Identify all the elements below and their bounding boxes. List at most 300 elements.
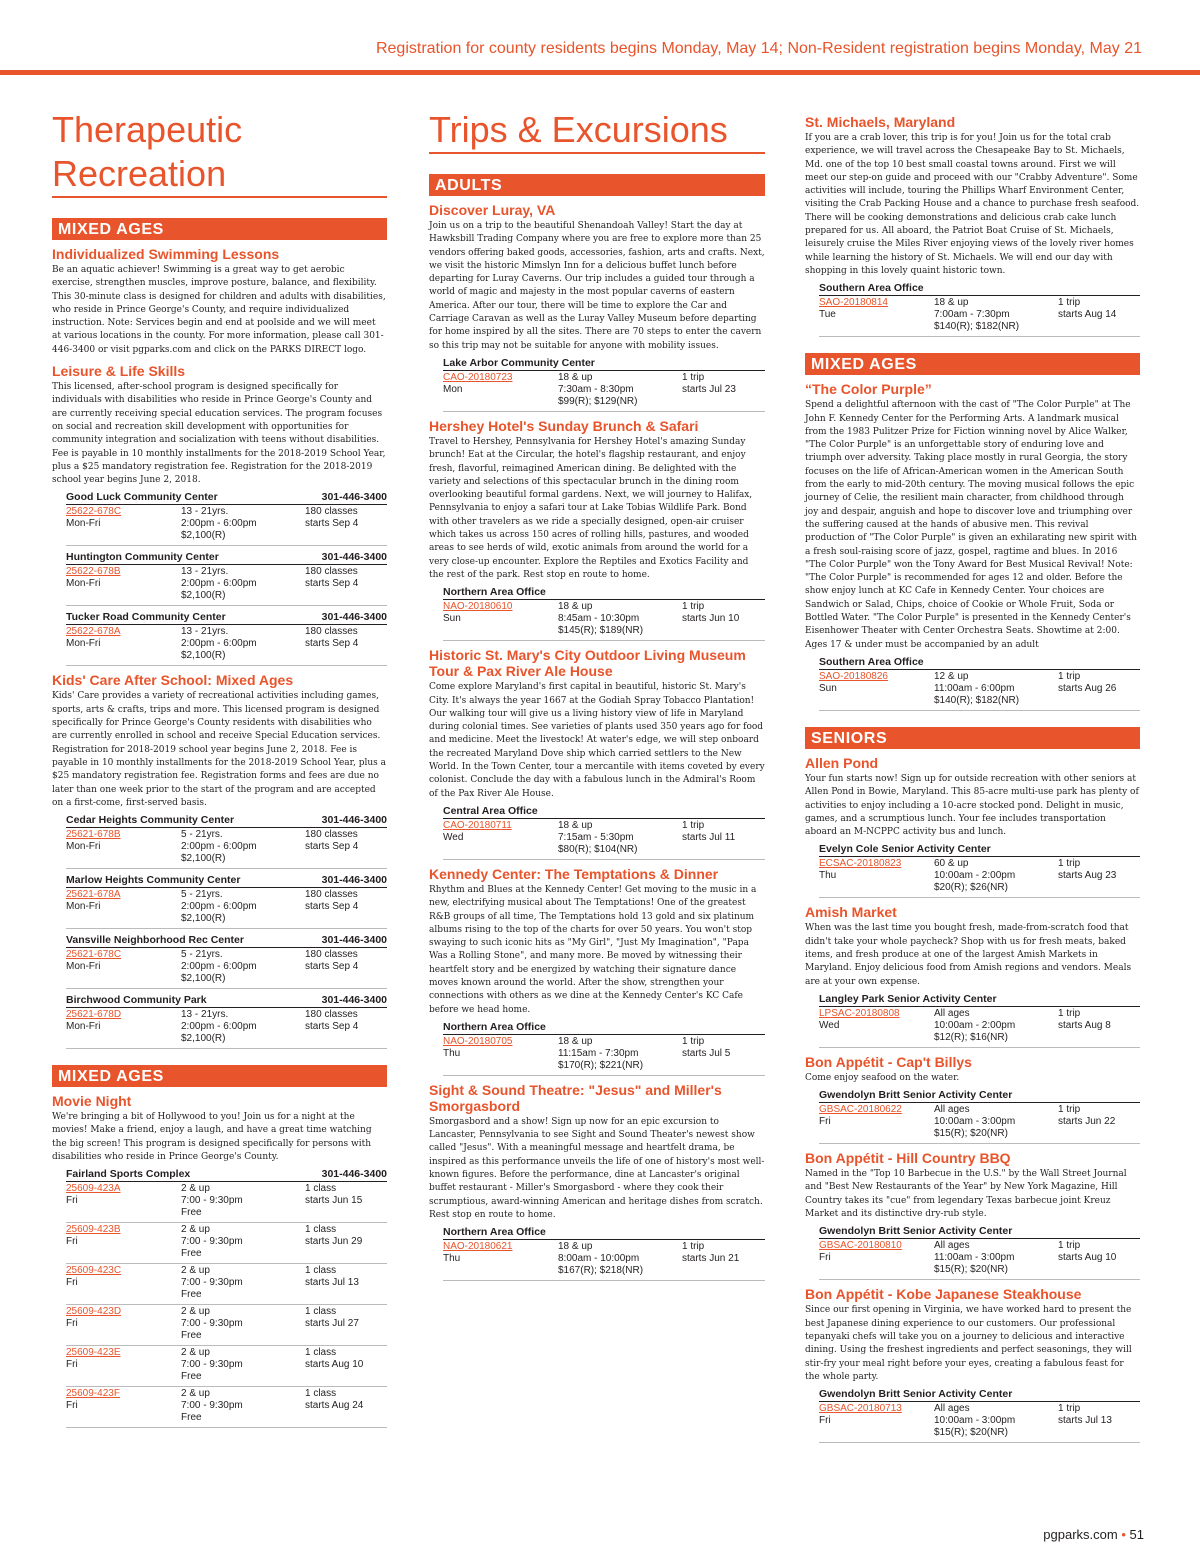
schedule-row bbox=[66, 565, 387, 606]
course-ages: 13 - 21yrs. bbox=[181, 566, 229, 578]
course-details bbox=[934, 1104, 1058, 1140]
course-time: 7:00 - 9:30pm bbox=[181, 1318, 243, 1330]
program-description: Come explore Maryland's first capital in beautiful, historic St. Mary's City. It's always the year 1667 at the Godiah Spray Tobacco Plantation! Our walking tour will give us a living history view of life in Maryland during colonial times. See varieties of plants used 350 years ago for food and medicine. Meet the livestock! At water's edge, we will step onboard the recreated Maryland Dove ship which carried settlers to the New World. In the Town Center, tour a mercantile with items coveted by every colonist. Conclude the day with a fabulous lunch in the Admiral's Room of the Pax River Ale House. bbox=[429, 682, 765, 799]
course-count: 1 trip bbox=[1058, 670, 1081, 682]
course-session bbox=[1058, 1403, 1140, 1439]
schedule-row bbox=[819, 1402, 1140, 1443]
course-details bbox=[558, 1036, 682, 1072]
course-ages: All ages bbox=[934, 1104, 970, 1116]
course-code-link[interactable]: 25609-423E bbox=[66, 1347, 121, 1359]
course-fee: Free bbox=[181, 1248, 202, 1260]
course-info bbox=[443, 820, 558, 856]
page-footer bbox=[1043, 1527, 1144, 1542]
course-session bbox=[305, 1183, 387, 1219]
course-info bbox=[66, 1347, 181, 1383]
course-fee: $170(R); $221(NR) bbox=[558, 1059, 644, 1071]
course-details bbox=[181, 1009, 305, 1045]
location-header bbox=[819, 1222, 1140, 1239]
schedule-row bbox=[443, 371, 765, 412]
schedule-row bbox=[66, 1264, 387, 1305]
footer-separator: • bbox=[1121, 1527, 1126, 1542]
course-info bbox=[66, 1224, 181, 1260]
course-session bbox=[305, 626, 387, 662]
schedule-row bbox=[66, 1182, 387, 1223]
course-ages: 5 - 21yrs. bbox=[181, 889, 223, 901]
course-time: 10:00am - 3:00pm bbox=[934, 1415, 1016, 1427]
course-info bbox=[819, 297, 934, 333]
course-fee: $2,100(R) bbox=[181, 1033, 226, 1045]
schedule-row bbox=[66, 505, 387, 546]
course-fee: $2,100(R) bbox=[181, 650, 226, 662]
course-session bbox=[305, 1224, 387, 1260]
course-ages: All ages bbox=[934, 1240, 970, 1252]
program-description: Smorgasbord and a show! Sign up now for an epic excursion to Lancaster, Pennsylvania to see Sight and Sound Theater's newest show called "Jesus". With a meaningful message and heartfelt drama, be inspired as this performance unveils the life of one of history's most well-known figures. Before the performance, dine at Lancaster's original buffet restaurant - Miller's Smorgasbord - where they cook their scrumptious, award-winning American and heritage dishes from scratch. Rest stop en route to home. bbox=[429, 1116, 765, 1220]
course-session bbox=[1058, 1240, 1140, 1276]
location-block bbox=[443, 354, 765, 412]
course-code-link[interactable]: SAO-20180814 bbox=[819, 297, 888, 309]
location-phone: 301-446-3400 bbox=[321, 934, 387, 947]
course-time: 10:00am - 2:00pm bbox=[934, 870, 1016, 882]
course-fee: $140(R); $182(NR) bbox=[934, 694, 1020, 706]
location-name: Cedar Heights Community Center bbox=[66, 814, 235, 827]
course-details bbox=[934, 671, 1058, 707]
course-days: Fri bbox=[66, 1318, 78, 1330]
location-block bbox=[819, 990, 1140, 1048]
course-details bbox=[181, 1224, 305, 1260]
course-start: starts Aug 24 bbox=[305, 1400, 364, 1412]
location-phone: 301-446-3400 bbox=[321, 874, 387, 887]
course-days: Thu bbox=[443, 1047, 461, 1059]
course-session bbox=[305, 1009, 387, 1045]
location-block bbox=[443, 1018, 765, 1076]
course-details bbox=[558, 1241, 682, 1277]
course-code-link[interactable]: GBSAC-20180810 bbox=[819, 1240, 902, 1252]
course-count: 1 trip bbox=[1058, 1104, 1081, 1116]
course-start: starts Aug 10 bbox=[305, 1359, 364, 1371]
course-start: starts Sep 4 bbox=[305, 1021, 359, 1033]
schedule-row bbox=[819, 296, 1140, 337]
program-description: Join us on a trip to the beautiful Shenandoah Valley! Start the day at Hawksbill Trading Company where you are free to explore more than 25 vendors offering baked goods, accessories, fashion, arts and crafts. Next, we visit the historic Mimslyn Inn for a delicious buffet lunch before departing for Luray Caverns. Our trip includes a guided tour through a world of magic and majesty in the most popular caverns of eastern America. After our tour, there will be time to explore the Car and Carriage Caravan as well as the Luray Valley Museum before departing for home inspired by all the sites. There are 70 steps to enter the cavern so this trip may not be suitable for anyone with mobility issues. bbox=[429, 221, 765, 351]
location-block bbox=[819, 1385, 1140, 1443]
course-ages: 12 & up bbox=[934, 670, 969, 682]
course-session bbox=[682, 601, 765, 637]
course-ages: 13 - 21yrs. bbox=[181, 626, 229, 638]
course-start: starts Aug 8 bbox=[1058, 1019, 1111, 1031]
course-time: 7:00 - 9:30pm bbox=[181, 1359, 243, 1371]
course-fee: $15(R); $20(NR) bbox=[934, 1128, 1008, 1140]
location-phone: 301-446-3400 bbox=[321, 994, 387, 1007]
course-session bbox=[682, 820, 765, 856]
category-banner: SENIORS bbox=[805, 727, 1140, 749]
program-title: Amish Market bbox=[805, 904, 897, 921]
course-time: 2:00pm - 6:00pm bbox=[181, 901, 257, 913]
course-time: 10:00am - 3:00pm bbox=[934, 1116, 1016, 1128]
course-days: Fri bbox=[66, 1277, 78, 1289]
course-ages: 60 & up bbox=[934, 858, 969, 870]
course-fee: $2,100(R) bbox=[181, 853, 226, 865]
program-title: Individualized Swimming Lessons bbox=[52, 246, 280, 262]
location-block bbox=[66, 811, 387, 869]
course-count: 1 class bbox=[305, 1265, 337, 1277]
course-time: 2:00pm - 6:00pm bbox=[181, 1021, 257, 1033]
course-details bbox=[934, 1403, 1058, 1439]
program-description: We're bringing a bit of Hollywood to you! Join us for a night at the movies! Make a friend, enjoy a laugh, and have a great time watching the big screen! This program is designed specifically for persons with disabilities who reside in Prince George's County. bbox=[52, 1112, 372, 1163]
course-code-link[interactable]: SAO-20180826 bbox=[819, 670, 888, 682]
course-count: 180 classes bbox=[305, 566, 358, 578]
location-block bbox=[66, 991, 387, 1049]
course-ages: 13 - 21yrs. bbox=[181, 1009, 229, 1021]
course-count: 1 class bbox=[305, 1306, 337, 1318]
course-fee: $12(R); $16(NR) bbox=[934, 1031, 1008, 1043]
course-info bbox=[819, 858, 934, 894]
course-details bbox=[181, 506, 305, 542]
course-session bbox=[305, 889, 387, 925]
course-count: 1 trip bbox=[1058, 1007, 1081, 1019]
program-title: Hershey Hotel's Sunday Brunch & Safari bbox=[429, 417, 699, 434]
course-code-link[interactable]: CAO-20180723 bbox=[443, 371, 513, 383]
course-fee: $167(R); $218(NR) bbox=[558, 1265, 644, 1277]
course-days: Mon-Fri bbox=[66, 638, 101, 650]
course-fee: $2,100(R) bbox=[181, 913, 226, 925]
course-details bbox=[558, 820, 682, 856]
course-days: Fri bbox=[819, 1252, 831, 1264]
course-start: starts Aug 14 bbox=[1058, 309, 1117, 321]
schedule-row bbox=[66, 1346, 387, 1387]
course-start: starts Sep 4 bbox=[305, 578, 359, 590]
page-number: 51 bbox=[1129, 1527, 1144, 1542]
course-code-link[interactable]: 25622-678C bbox=[66, 506, 122, 518]
course-info bbox=[819, 1403, 934, 1439]
course-count: 1 trip bbox=[682, 819, 705, 831]
course-count: 180 classes bbox=[305, 829, 358, 841]
location-block bbox=[66, 548, 387, 606]
section-title: Trips & Excursions bbox=[429, 108, 765, 154]
course-start: starts Jun 29 bbox=[305, 1236, 363, 1248]
location-phone: 301-446-3400 bbox=[321, 491, 387, 504]
course-count: 180 classes bbox=[305, 626, 358, 638]
location-block bbox=[443, 802, 765, 860]
location-block bbox=[66, 608, 387, 666]
course-days: Fri bbox=[819, 1116, 831, 1128]
course-start: starts Jun 22 bbox=[1058, 1116, 1116, 1128]
course-ages: 18 & up bbox=[558, 1241, 593, 1253]
program-title: Kids' Care After School: Mixed Ages bbox=[52, 672, 294, 689]
course-days: Thu bbox=[443, 1253, 461, 1265]
course-code-link[interactable]: 25609-423D bbox=[66, 1306, 122, 1318]
course-code-link[interactable]: 25609-423B bbox=[66, 1224, 121, 1236]
course-time: 2:00pm - 6:00pm bbox=[181, 961, 257, 973]
program-description: Your fun starts now! Sign up for outside recreation with other seniors at Allen Pond in Bowie, Maryland. This 85-acre multi-use park has plenty of activities to enjoy including a 10-acre stocked pond. Delight in music, games, and a scrumptious lunch. Your fee includes transportation aboard an M-NCPPC activity bus and lunch. bbox=[805, 773, 1139, 838]
course-start: starts Jul 13 bbox=[1058, 1415, 1112, 1427]
course-start: starts Sep 4 bbox=[305, 961, 359, 973]
course-time: 7:00 - 9:30pm bbox=[181, 1277, 243, 1289]
course-start: starts Aug 10 bbox=[1058, 1252, 1117, 1264]
course-session bbox=[305, 949, 387, 985]
course-code-link[interactable]: ECSAC-20180823 bbox=[819, 858, 902, 870]
course-code-link[interactable]: GBSAC-20180622 bbox=[819, 1104, 902, 1116]
location-name: Gwendolyn Britt Senior Activity Center bbox=[819, 1089, 1013, 1102]
course-days: Sun bbox=[443, 613, 461, 625]
course-info bbox=[443, 601, 558, 637]
course-count: 1 trip bbox=[1058, 858, 1081, 870]
schedule-row bbox=[66, 1223, 387, 1264]
category-banner: ADULTS bbox=[429, 174, 765, 196]
column-trips-excursions bbox=[429, 108, 765, 1283]
course-session bbox=[305, 829, 387, 865]
course-days: Mon-Fri bbox=[66, 578, 101, 590]
course-time: 8:00am - 10:00pm bbox=[558, 1253, 640, 1265]
course-days: Fri bbox=[66, 1359, 78, 1371]
course-time: 11:00am - 6:00pm bbox=[934, 682, 1015, 694]
schedule-row bbox=[819, 1103, 1140, 1144]
program-title: Bon Appétit - Hill Country BBQ bbox=[805, 1150, 1011, 1167]
location-header bbox=[819, 840, 1140, 857]
course-code-link[interactable]: 25622-678B bbox=[66, 566, 121, 578]
course-time: 7:00 - 9:30pm bbox=[181, 1236, 243, 1248]
course-time: 7:30am - 8:30pm bbox=[558, 383, 634, 395]
schedule-row bbox=[66, 888, 387, 929]
course-info bbox=[819, 1240, 934, 1276]
program-description: Travel to Hershey, Pennsylvania for Hershey Hotel's amazing Sunday brunch! Eat at the Circular, the hotel's flagship restaurant, and enjoy fresh, flavorful, reimagined American dining. Be delighted with the variety and selections of this spectacular brunch in the dining room overlooking beautiful formal gardens. Next, we will journey to Halifax, Pennsylvania to enjoy a safari tour at Lake Tobias Wildlife Park. Bond with other travelers as we ride a specially designed, open-air cruiser which takes us across 150 acres of rolling hills, pastures, and wooded areas to see herds of wild, exotic animals from around the world for a very close-up encounter. Explore the Reptiles and Exotics Facility and the rest of the park. Rest stop en route to home. bbox=[429, 436, 753, 580]
program-description: This licensed, after-school program is designed specifically for individuals with disabilities who reside in Prince George's County and are currently receiving special education services. The program focuses on social and recreation skill development with opportunities for community integration and socialization with teens without disabilities. Fee is payable in 10 monthly installments for the 2018-2019 School Year, plus a $25 mandatory registration fee. Registration for the 2018-2019 school year begins June 2, 2018. bbox=[52, 382, 386, 486]
course-fee: $99(R); $129(NR) bbox=[558, 395, 638, 407]
location-header bbox=[66, 871, 387, 888]
course-time: 2:00pm - 6:00pm bbox=[181, 841, 257, 853]
location-name: Good Luck Community Center bbox=[66, 491, 218, 504]
course-start: starts Jul 13 bbox=[305, 1277, 359, 1289]
schedule-row bbox=[66, 828, 387, 869]
course-code-link[interactable]: 25621-678B bbox=[66, 829, 121, 841]
location-header bbox=[443, 354, 765, 371]
category-banner: MIXED AGES bbox=[52, 1065, 387, 1087]
course-details bbox=[181, 1388, 305, 1424]
course-info bbox=[66, 1306, 181, 1342]
course-code-link[interactable]: CAO-20180711 bbox=[443, 819, 512, 831]
location-name: Fairland Sports Complex bbox=[66, 1168, 191, 1181]
location-name: Marlow Heights Community Center bbox=[66, 874, 241, 887]
course-count: 180 classes bbox=[305, 506, 358, 518]
course-count: 1 trip bbox=[1058, 1403, 1081, 1415]
course-details bbox=[558, 601, 682, 637]
course-days: Tue bbox=[819, 309, 836, 321]
course-details bbox=[558, 372, 682, 408]
course-details bbox=[181, 949, 305, 985]
course-days: Sun bbox=[819, 682, 837, 694]
category-banner: MIXED AGES bbox=[805, 353, 1140, 375]
course-ages: 18 & up bbox=[934, 297, 969, 309]
course-fee: $140(R); $182(NR) bbox=[934, 321, 1020, 333]
program-title: “The Color Purple” bbox=[805, 381, 932, 398]
program-title: Kennedy Center: The Temptations & Dinner bbox=[429, 865, 719, 882]
course-info bbox=[66, 506, 181, 542]
course-code-link[interactable]: 25609-423A bbox=[66, 1183, 121, 1195]
location-header bbox=[443, 1018, 765, 1035]
section-title: Therapeutic Recreation bbox=[52, 108, 387, 198]
course-count: 1 trip bbox=[682, 1035, 705, 1047]
course-code-link[interactable]: 25621-678C bbox=[66, 949, 122, 961]
course-time: 2:00pm - 6:00pm bbox=[181, 638, 257, 650]
course-ages: 13 - 21yrs. bbox=[181, 506, 229, 518]
program-description: Rhythm and Blues at the Kennedy Center! Get moving to the music in a new, electrifying musical about The Temptations! One of the greatest R&B groups of all time, The Temptations hold 13 gold and six platinum albums rising to the top of the charts for over 50 years. You won't stop swaying to such iconic hits as "My Girl", "Just My Imagination", "Papa Was a Rolling Stone", and many more. Be moved by witnessing their heartfelt story and be energized by watching their signature dance moves known around the world. After the show, strengthen your connections with others as we dine at the Kennedy Center's KC Cafe before we head home. bbox=[429, 884, 757, 1015]
course-details bbox=[181, 829, 305, 865]
course-code-link[interactable]: NAO-20180610 bbox=[443, 601, 513, 613]
course-time: 8:45am - 10:30pm bbox=[558, 613, 640, 625]
course-days: Mon-Fri bbox=[66, 901, 101, 913]
program-description: Spend a delightful afternoon with the cast of "The Color Purple" at The John F. Kennedy Center for the Performing Arts. A landmark musical from the 1983 Pulitzer Prize for Fiction winning novel by Alice Walker, "The Color Purple" is an unforgettable story of enduring love and triumph over adversity. Taking place mostly in rural Georgia, the story focuses on the life of African-American women in the American South from the early to mid-20th century. The moving musical follows the epic journey of Celie, the resilient main character, from childhood through joy and despair, anguish and hope to discover love and triumphing over the suffering caused at the hands of abusive men. This revival production of "The Color Purple" is given an exhilarating new spirit with a fresh soul-raising score of jazz, gospel, ragtime and blues. In 2016 "The Color Purple" won the Tony Award for Best Musical Revival! Note: "The Color Purple" is recommended for ages 12 and older. Before the show enjoy lunch at KC Cafe in Kennedy Center. Your choices are Sandwich or Salad, Chips, choice of Cookie or Whole Fruit, Soda or Bottled Water. "The Color Purple" is presented in the Kennedy Center's Eisenhower Theater with Center Orchestra Seats. Showtime at 2:00. Ages 17 & under must be accompanied by an adult bbox=[805, 400, 1137, 650]
course-ages: 2 & up bbox=[181, 1183, 210, 1195]
location-header bbox=[66, 608, 387, 625]
location-header bbox=[819, 990, 1140, 1007]
location-block bbox=[443, 583, 765, 641]
course-fee: Free bbox=[181, 1289, 202, 1301]
program-title: Leisure & Life Skills bbox=[52, 363, 186, 380]
course-fee: $2,100(R) bbox=[181, 973, 226, 985]
course-start: starts Sep 4 bbox=[305, 518, 359, 530]
course-time: 7:00 - 9:30pm bbox=[181, 1195, 243, 1207]
course-session bbox=[682, 372, 765, 408]
location-name: Southern Area Office bbox=[819, 282, 924, 295]
course-details bbox=[934, 1240, 1058, 1276]
course-count: 1 trip bbox=[682, 1241, 705, 1253]
program-description: Since our first opening in Virginia, we have worked hard to present the best Japanese dining experience to our customers. Our professional tepanyaki chefs will take you on a journey to delicious and interactive dining. Using the freshest ingredients and perfect seasonings, they will stir-fry your meal right before your eyes, creating a fabulous feast for the whole party. bbox=[805, 1305, 1132, 1382]
location-header bbox=[66, 811, 387, 828]
course-count: 1 trip bbox=[1058, 297, 1081, 309]
schedule-row bbox=[819, 1239, 1140, 1280]
course-start: starts Aug 26 bbox=[1058, 682, 1117, 694]
course-count: 1 trip bbox=[1058, 1240, 1081, 1252]
location-name: Gwendolyn Britt Senior Activity Center bbox=[819, 1388, 1013, 1401]
course-ages: 2 & up bbox=[181, 1224, 210, 1236]
course-session bbox=[305, 1265, 387, 1301]
schedule-row bbox=[443, 819, 765, 860]
location-phone: 301-446-3400 bbox=[321, 551, 387, 564]
course-ages: All ages bbox=[934, 1403, 970, 1415]
location-block bbox=[66, 871, 387, 929]
footer-site-link[interactable]: pgparks.com bbox=[1043, 1527, 1118, 1542]
course-info bbox=[66, 1183, 181, 1219]
course-ages: 18 & up bbox=[558, 1035, 593, 1047]
course-info bbox=[66, 1388, 181, 1424]
course-time: 11:15am - 7:30pm bbox=[558, 1047, 639, 1059]
program-title: Bon Appétit - Kobe Japanese Steakhouse bbox=[805, 1286, 1082, 1303]
course-ages: 5 - 21yrs. bbox=[181, 829, 223, 841]
location-name: Gwendolyn Britt Senior Activity Center bbox=[819, 1225, 1013, 1238]
course-fee: $15(R); $20(NR) bbox=[934, 1427, 1008, 1439]
course-info bbox=[819, 671, 934, 707]
course-time: 7:15am - 5:30pm bbox=[558, 831, 634, 843]
course-code-link[interactable]: 25609-423F bbox=[66, 1388, 120, 1400]
schedule-row bbox=[66, 1387, 387, 1428]
location-block bbox=[819, 279, 1140, 337]
schedule-row bbox=[66, 1305, 387, 1346]
header-rule bbox=[0, 70, 1200, 75]
course-info bbox=[443, 372, 558, 408]
course-code-link[interactable]: 25622-678A bbox=[66, 626, 121, 638]
course-time: 7:00 - 9:30pm bbox=[181, 1400, 243, 1412]
program-title: St. Michaels, Maryland bbox=[805, 114, 956, 130]
course-details bbox=[181, 889, 305, 925]
course-count: 1 class bbox=[305, 1224, 337, 1236]
course-details bbox=[934, 297, 1058, 333]
program-title: Allen Pond bbox=[805, 754, 879, 771]
schedule-row bbox=[443, 1240, 765, 1281]
program-title: Bon Appétit - Cap't Billys bbox=[805, 1053, 972, 1070]
course-count: 1 class bbox=[305, 1388, 337, 1400]
course-code-link[interactable]: 25621-678D bbox=[66, 1009, 122, 1021]
location-block bbox=[819, 840, 1140, 898]
course-start: starts Sep 4 bbox=[305, 638, 359, 650]
category-banner: MIXED AGES bbox=[52, 218, 387, 240]
location-block bbox=[66, 1165, 387, 1428]
schedule-row bbox=[443, 600, 765, 641]
program-title: Movie Night bbox=[52, 1093, 132, 1110]
course-days: Wed bbox=[443, 831, 464, 843]
course-session bbox=[305, 506, 387, 542]
schedule-row bbox=[819, 1007, 1140, 1048]
course-count: 1 class bbox=[305, 1347, 337, 1359]
course-code-link[interactable]: NAO-20180705 bbox=[443, 1035, 513, 1047]
course-days: Wed bbox=[819, 1019, 840, 1031]
schedule-row bbox=[66, 625, 387, 666]
location-name: Birchwood Community Park bbox=[66, 994, 207, 1007]
location-name: Northern Area Office bbox=[443, 1226, 546, 1239]
course-time: 2:00pm - 6:00pm bbox=[181, 578, 257, 590]
location-name: Vansville Neighborhood Rec Center bbox=[66, 934, 244, 947]
course-count: 180 classes bbox=[305, 1009, 358, 1021]
program-description: Named in the "Top 10 Barbecue in the U.S." by the Wall Street Journal and "Best New Restaurants of the Year" by New York Magazine, Hill Country takes its "cue" from legendary Texas barbecue joint Kreuz Market and its distinctive dry-rub style. bbox=[805, 1169, 1127, 1220]
course-count: 1 trip bbox=[682, 371, 705, 383]
schedule-row bbox=[819, 857, 1140, 898]
column-trips-continued bbox=[805, 108, 1140, 1445]
course-code-link[interactable]: NAO-20180621 bbox=[443, 1241, 513, 1253]
course-details bbox=[934, 1008, 1058, 1044]
program-description: Come enjoy seafood on the water. bbox=[805, 1072, 960, 1083]
course-code-link[interactable]: 25621-678A bbox=[66, 889, 121, 901]
course-session bbox=[1058, 858, 1140, 894]
course-start: starts Sep 4 bbox=[305, 841, 359, 853]
location-block bbox=[819, 1086, 1140, 1144]
course-start: starts Sep 4 bbox=[305, 901, 359, 913]
location-block bbox=[443, 1223, 765, 1281]
course-start: starts Aug 23 bbox=[1058, 870, 1117, 882]
course-session bbox=[1058, 1104, 1140, 1140]
location-header bbox=[819, 653, 1140, 670]
course-time: 10:00am - 2:00pm bbox=[934, 1019, 1016, 1031]
location-header bbox=[66, 1165, 387, 1182]
course-details bbox=[181, 566, 305, 602]
course-session bbox=[305, 1306, 387, 1342]
course-code-link[interactable]: GBSAC-20180713 bbox=[819, 1403, 902, 1415]
location-phone: 301-446-3400 bbox=[321, 814, 387, 827]
course-ages: 18 & up bbox=[558, 371, 593, 383]
location-block bbox=[819, 653, 1140, 711]
course-fee: $2,100(R) bbox=[181, 530, 226, 542]
course-fee: $145(R); $189(NR) bbox=[558, 625, 644, 637]
course-info bbox=[66, 1009, 181, 1045]
course-code-link[interactable]: 25609-423C bbox=[66, 1265, 122, 1277]
course-ages: 2 & up bbox=[181, 1388, 210, 1400]
course-code-link[interactable]: LPSAC-20180808 bbox=[819, 1007, 900, 1019]
program-description: Kids' Care provides a variety of recreational activities including games, sports, arts & crafts, trips and more. This licensed program is designed specifically for Prince George's County residents with disabilities who are currently enrolled in school and receive Special Education services. Registration for 2018-2019 school year begins June 2, 2018. Fee is payable in 10 monthly installments for the 2018-2019 School Year, plus a $25 mandatory registration fee. Registration forms and fees are due no later than one week prior to the start of the program and are accepted on a first-come, first-served basis. bbox=[52, 691, 386, 808]
course-days: Fri bbox=[819, 1415, 831, 1427]
registration-header bbox=[0, 0, 1200, 78]
course-fee: $15(R); $20(NR) bbox=[934, 1264, 1008, 1276]
course-info bbox=[819, 1008, 934, 1044]
location-header bbox=[819, 1086, 1140, 1103]
course-info bbox=[819, 1104, 934, 1140]
program-description: Be an aquatic achiever! Swimming is a great way to get aerobic exercise, strengthen muscles, improve posture, balance, and flexibility. This 30-minute class is designed for children and adults with disabilities, who reside in Prince George's County, and require individualized instruction. Note: Services begin and end at poolside and we will meet at various locations in the county. For more information, please call 301-446-3400 or visit pgparks.com and click on the PARKS DIRECT logo. bbox=[52, 265, 386, 355]
course-count: 1 class bbox=[305, 1183, 337, 1195]
